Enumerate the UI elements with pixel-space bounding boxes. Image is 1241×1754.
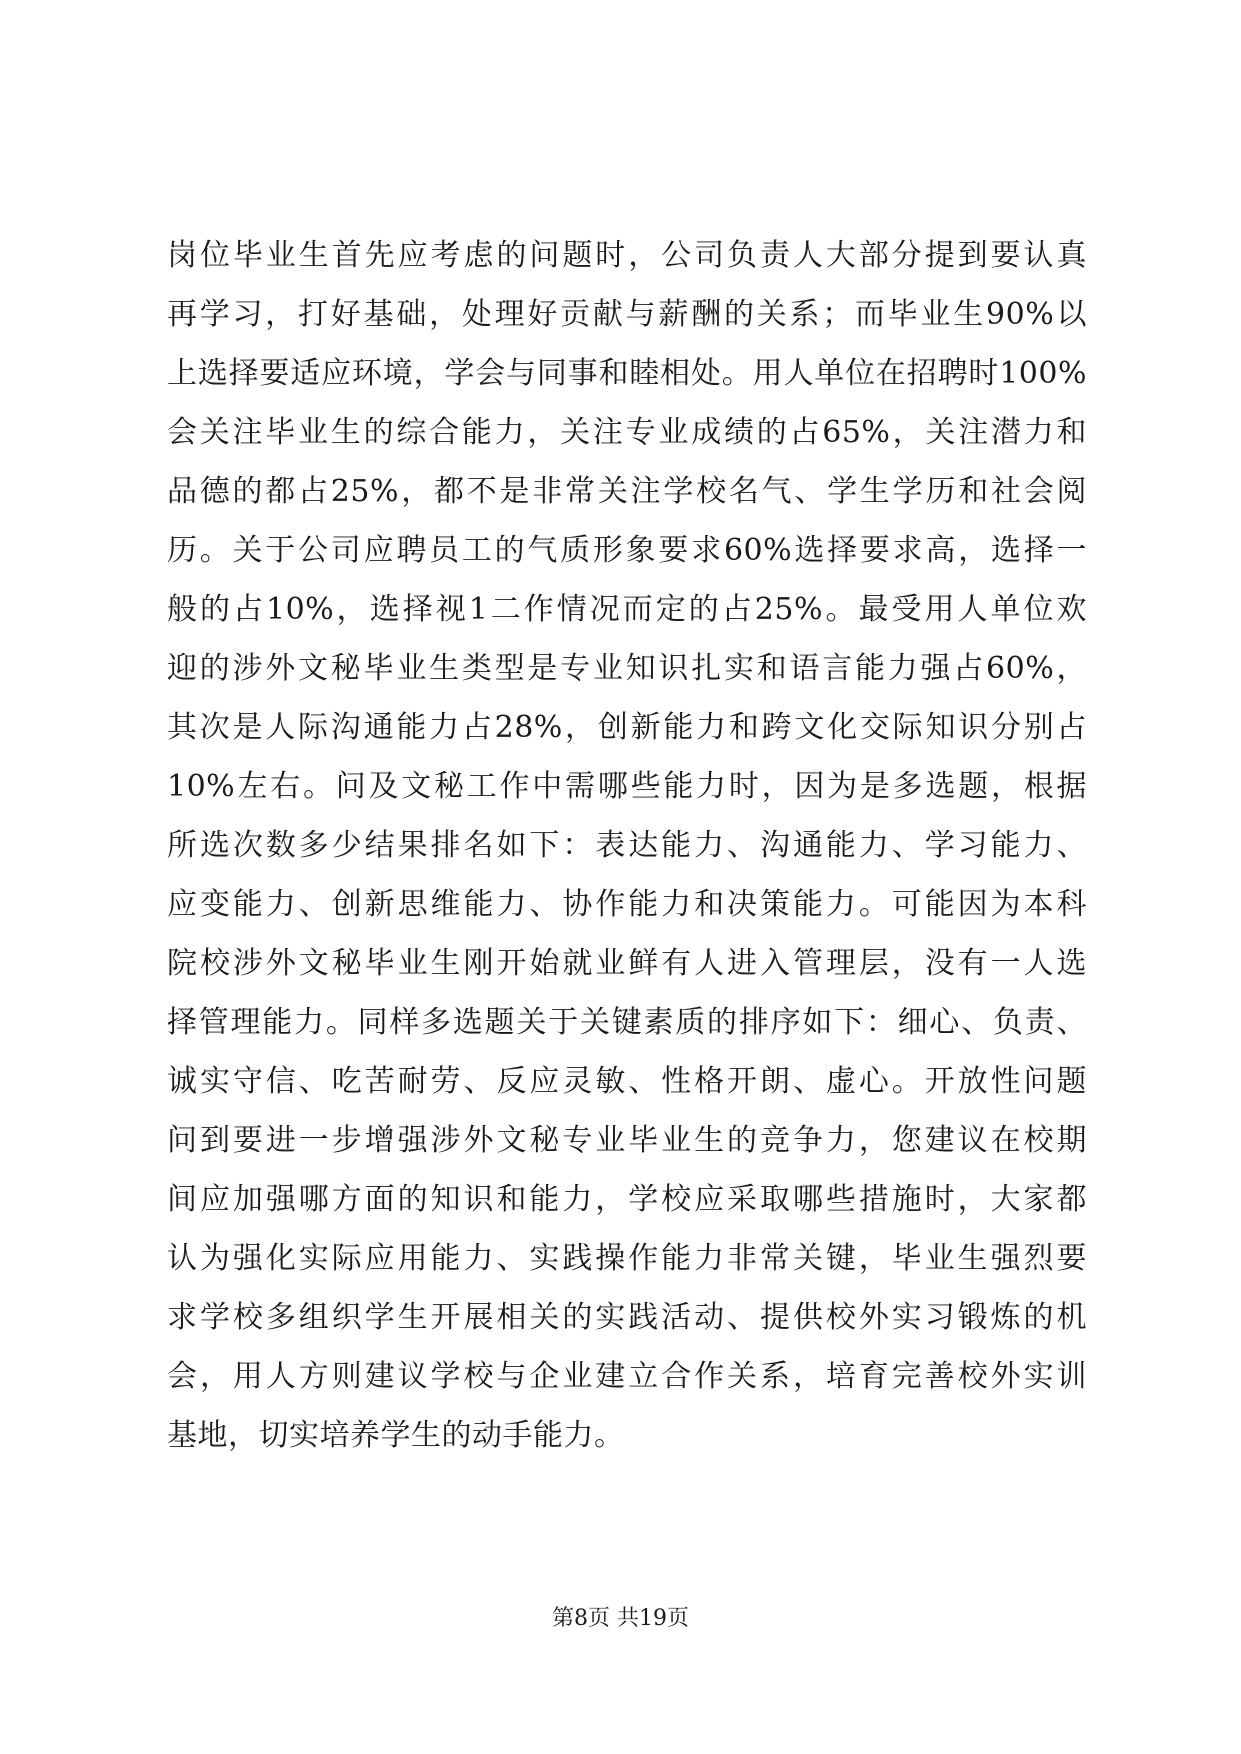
text-line: 迎的涉外文秘毕业生类型是专业知识扎实和语言能力强占60%， xyxy=(167,651,1087,686)
text-line: 会，用人方则建议学校与企业建立合作关系，培育完善校外实训 xyxy=(167,1359,1087,1394)
text-line: 历。关于公司应聘员工的气质形象要求60%选择要求高，选择一 xyxy=(167,533,1087,568)
text-line: 品德的都占25%，都不是非常关注学校名气、学生学历和社会阅 xyxy=(167,474,1087,509)
text-line: 会关注毕业生的综合能力，关注专业成绩的占65%，关注潜力和 xyxy=(167,415,1087,450)
text-line: 所选次数多少结果排名如下：表达能力、沟通能力、学习能力、 xyxy=(167,828,1087,863)
text-line: 问到要进一步增强涉外文秘专业毕业生的竞争力，您建议在校期 xyxy=(167,1123,1087,1158)
text-line: 间应加强哪方面的知识和能力，学校应采取哪些措施时，大家都 xyxy=(167,1182,1087,1217)
text-line: 再学习，打好基础，处理好贡献与薪酬的关系；而毕业生90%以 xyxy=(167,297,1087,332)
page-number-footer: 第8页 共19页 xyxy=(552,1606,689,1631)
text-line: 般的占10%，选择视1二作情况而定的占25%。最受用人单位欢 xyxy=(167,592,1087,627)
text-line: 基地，切实培养学生的动手能力。 xyxy=(167,1418,625,1453)
text-line: 认为强化实际应用能力、实践操作能力非常关键，毕业生强烈要 xyxy=(167,1241,1087,1276)
text-line: 应变能力、创新思维能力、协作能力和决策能力。可能因为本科 xyxy=(167,887,1087,922)
text-line: 诚实守信、吃苦耐劳、反应灵敏、性格开朗、虚心。开放性问题 xyxy=(167,1064,1087,1099)
text-line: 其次是人际沟通能力占28%，创新能力和跨文化交际知识分别占 xyxy=(167,710,1087,745)
text-line: 10%左右。问及文秘工作中需哪些能力时，因为是多选题，根据 xyxy=(167,769,1087,804)
text-line: 上选择要适应环境，学会与同事和睦相处。用人单位在招聘时100% xyxy=(167,356,1087,391)
text-line: 院校涉外文秘毕业生刚开始就业鲜有人进入管理层，没有一人选 xyxy=(167,946,1087,981)
text-line: 求学校多组织学生开展相关的实践活动、提供校外实习锻炼的机 xyxy=(167,1300,1087,1335)
text-line: 择管理能力。同样多选题关于关键素质的排序如下：细心、负责、 xyxy=(167,1005,1087,1040)
text-line: 岗位毕业生首先应考虑的问题时，公司负责人大部分提到要认真 xyxy=(167,238,1087,273)
body-paragraph xyxy=(167,226,1087,1465)
